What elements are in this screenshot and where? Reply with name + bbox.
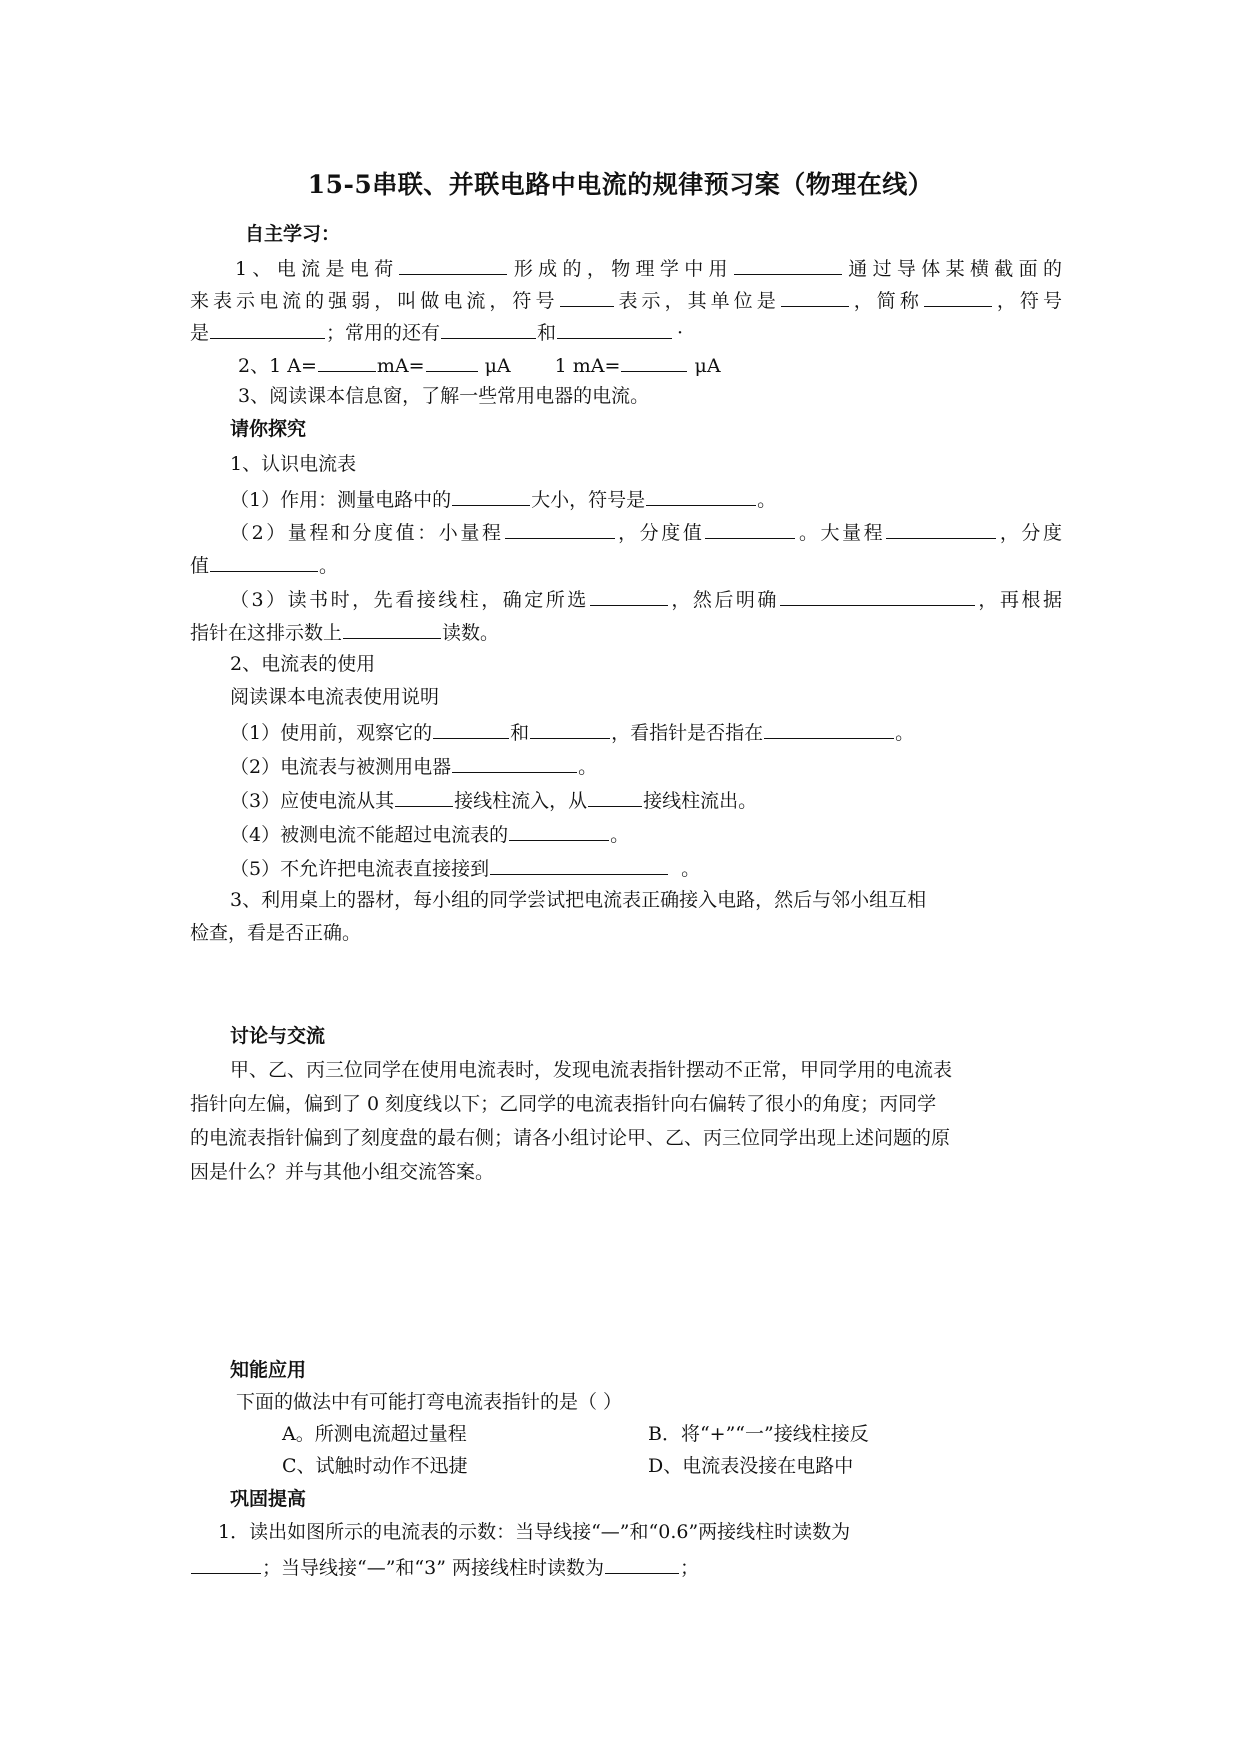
blank[interactable] bbox=[441, 318, 536, 339]
blank[interactable] bbox=[621, 351, 687, 372]
blank[interactable] bbox=[395, 786, 453, 807]
item3-line1: 3、利用桌上的器材，每小组的同学尝试把电流表正确接入电路，然后与邻小组互相 bbox=[230, 889, 927, 911]
blank[interactable] bbox=[734, 254, 842, 275]
blank[interactable] bbox=[781, 286, 849, 307]
blank[interactable] bbox=[764, 718, 894, 739]
option-c[interactable]: C、试触时动作不迅捷 bbox=[282, 1455, 468, 1477]
item1-p3: （3）读书时，先看接线柱，确定所选 ，然后明确 ，再根据 bbox=[230, 585, 1062, 612]
usage-1: （1）使用前，观察它的 和 ，看指针是否指在 。 bbox=[230, 718, 914, 745]
section-heading-self-study: 自主学习： bbox=[245, 223, 341, 245]
q2-unit-conversion: 2、1 A= mA= μA 1 mA= μA bbox=[238, 351, 721, 378]
q1-line1: 1、电流是电荷 形成的，物理学中用 通过导体某横截面的 bbox=[190, 254, 1062, 281]
blank[interactable] bbox=[605, 1553, 679, 1574]
blank[interactable] bbox=[557, 318, 672, 339]
blank[interactable] bbox=[433, 718, 509, 739]
usage-4: （4）被测电流不能超过电流表的 。 bbox=[230, 820, 629, 847]
blank[interactable] bbox=[343, 618, 441, 639]
item2-read: 阅读课本电流表使用说明 bbox=[230, 686, 440, 708]
section-heading-consolidation: 巩固提高 bbox=[230, 1488, 307, 1510]
discussion-line3: 的电流表指针偏到了刻度盘的最右侧；请各小组讨论甲、乙、丙三位同学出现上述问题的原 bbox=[190, 1127, 951, 1149]
item1-p2: （2）量程和分度值：小量程 ，分度值 。大量程 ，分度 bbox=[230, 518, 1062, 545]
option-b[interactable]: B．将“+”“一”接线柱接反 bbox=[648, 1423, 869, 1445]
option-a[interactable]: A。所测电流超过量程 bbox=[282, 1423, 467, 1445]
usage-2: （2）电流表与被测用电器 。 bbox=[230, 752, 597, 779]
blank[interactable] bbox=[318, 351, 376, 372]
section-heading-explore: 请你探究 bbox=[230, 418, 307, 440]
discussion-line4: 因是什么？并与其他小组交流答案。 bbox=[190, 1161, 495, 1183]
item1-p1: （1）作用：测量电路中的 大小，符号是 。 bbox=[230, 485, 776, 512]
blank[interactable] bbox=[452, 752, 577, 773]
item1-p3-cont: 指针在这排示数上 读数。 bbox=[190, 618, 499, 645]
blank[interactable] bbox=[191, 1553, 261, 1574]
blank[interactable] bbox=[705, 518, 795, 539]
blank[interactable] bbox=[530, 718, 610, 739]
blank[interactable] bbox=[399, 254, 507, 275]
blank[interactable] bbox=[210, 551, 318, 572]
blank[interactable] bbox=[505, 518, 615, 539]
blank[interactable] bbox=[588, 786, 642, 807]
consolidation-line2: ；当导线接“—”和“3” 两接线柱时读数为 ； bbox=[190, 1553, 699, 1580]
blank[interactable] bbox=[924, 286, 992, 307]
usage-5: （5）不允许把电流表直接接到 。 bbox=[230, 854, 700, 881]
section-heading-discussion: 讨论与交流 bbox=[230, 1025, 326, 1047]
usage-3: （3）应使电流从其 接线柱流入，从 接线柱流出。 bbox=[230, 786, 757, 813]
q1-line3: 是 ；常用的还有 和 · bbox=[190, 318, 683, 345]
blank[interactable] bbox=[426, 351, 478, 372]
item1-heading: 1、认识电流表 bbox=[230, 453, 357, 475]
q1-line2: 来表示电流的强弱，叫做电流，符号 表示，其单位是 ，简称 ，符号 bbox=[190, 286, 1062, 313]
blank[interactable] bbox=[886, 518, 996, 539]
page-title: 15-5串联、并联电路中电流的规律预习案（物理在线） bbox=[307, 170, 934, 199]
application-question: 下面的做法中有可能打弯电流表指针的是（ ） bbox=[236, 1391, 623, 1413]
blank[interactable] bbox=[780, 585, 975, 606]
section-heading-application: 知能应用 bbox=[230, 1359, 307, 1381]
q3-text: 3、阅读课本信息窗，了解一些常用电器的电流。 bbox=[238, 385, 650, 407]
item1-p2-cont: 值 。 bbox=[190, 551, 338, 578]
blank[interactable] bbox=[452, 485, 530, 506]
blank[interactable] bbox=[490, 854, 668, 875]
discussion-line2: 指针向左偏，偏到了 0 刻度线以下；乙同学的电流表指针向右偏转了很小的角度；丙同学 bbox=[190, 1093, 937, 1115]
blank[interactable] bbox=[590, 585, 668, 606]
blank[interactable] bbox=[646, 485, 756, 506]
blank[interactable] bbox=[560, 286, 614, 307]
item2-heading: 2、电流表的使用 bbox=[230, 653, 376, 675]
consolidation-line1: 1．读出如图所示的电流表的示数：当导线接“—”和“0.6”两接线柱时读数为 bbox=[218, 1521, 851, 1543]
item3-line2: 检查，看是否正确。 bbox=[190, 922, 362, 944]
option-d[interactable]: D、电流表没接在电路中 bbox=[648, 1455, 854, 1477]
blank[interactable] bbox=[210, 318, 325, 339]
blank[interactable] bbox=[509, 820, 609, 841]
discussion-line1: 甲、乙、丙三位同学在使用电流表时，发现电流表指针摆动不正常，甲同学用的电流表 bbox=[230, 1059, 953, 1081]
